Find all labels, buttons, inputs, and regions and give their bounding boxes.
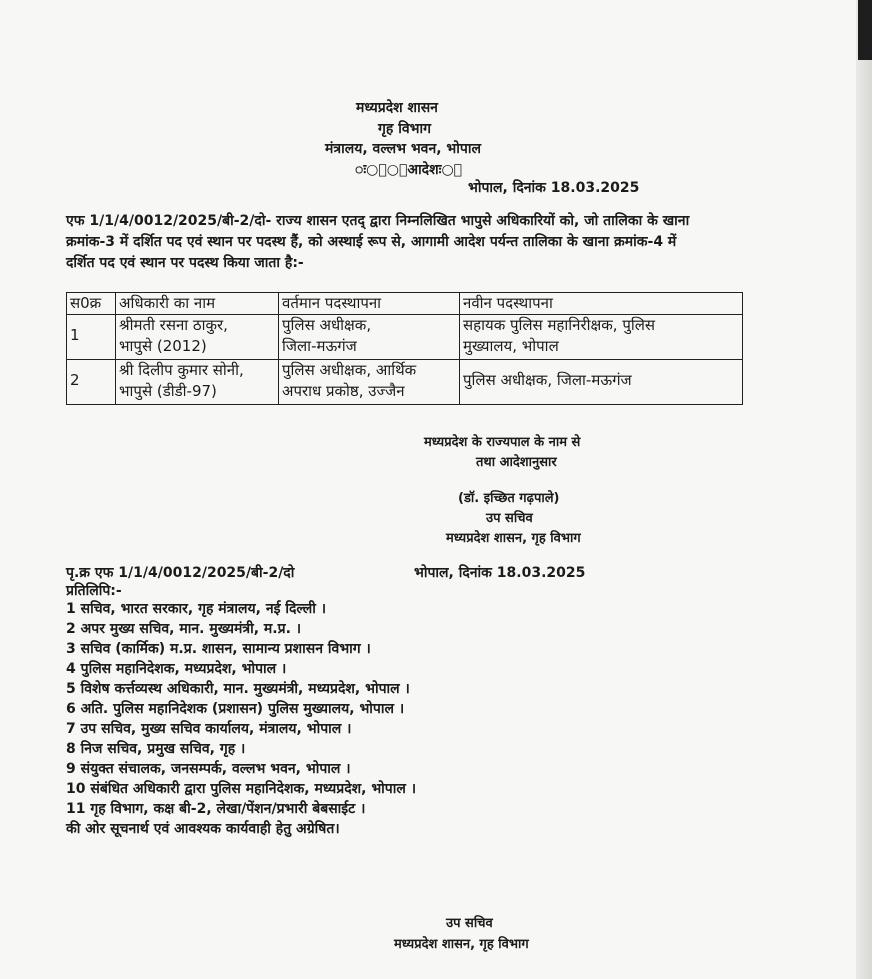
list-item: 7 उप सचिव, मुख्य सचिव कार्यालय, मंत्रालय, भोपाल । — [66, 721, 352, 737]
copy-label: प्रतिलिपि:- — [66, 583, 122, 599]
row-serial-value: 1 — [70, 326, 80, 344]
order-line-2: क्रमांक-3 में दर्शित पद एवं स्थान पर पदस्थ हैं, को अस्थाई रूप से, आगामी आदेश पर्यन्त तालिका के खाना क्रमांक-4 में — [66, 234, 677, 250]
new-posting-line: पुलिस अधीक्षक, जिला-मऊगंज — [463, 371, 632, 389]
order-title: ः○ः○ःआदेशः○ः — [355, 162, 463, 178]
list-item: 2 अपर मुख्य सचिव, मान. मुख्यमंत्री, म.प्र. । — [66, 621, 302, 637]
header-name: अधिकारी का नाम — [116, 293, 279, 315]
table-row — [67, 315, 743, 360]
row-current-posting — [279, 360, 460, 405]
table-header-row — [67, 293, 743, 315]
corner-mark — [858, 0, 872, 60]
page-edge — [856, 0, 872, 979]
row-new-posting — [460, 360, 743, 405]
order-paragraph — [66, 211, 750, 274]
header-new-posting: नवीन पदस्थापना — [460, 293, 743, 315]
current-posting-line: अपराध प्रकोष्ठ, उज्जैन — [282, 382, 405, 400]
table-row — [67, 360, 743, 405]
row-officer-name — [116, 315, 279, 360]
list-item: 1 सचिव, भारत सरकार, गृह मंत्रालय, नई दिल्ली । — [66, 601, 327, 617]
order-line-1: एफ 1/1/4/0012/2025/बी-2/दो- राज्य शासन एतद् द्वारा निम्नलिखित भापुसे अधिकारियों को, जो तालिका के खाना — [66, 213, 690, 229]
header-government: मध्यप्रदेश शासन — [356, 100, 438, 116]
row-officer-name — [116, 360, 279, 405]
officer-service-line: भापुसे (2012) — [119, 337, 207, 355]
row-serial — [67, 315, 116, 360]
new-posting-line: मुख्यालय, भोपाल — [463, 337, 559, 355]
list-item: 11 गृह विभाग, कक्ष बी-2, लेखा/पेंशन/प्रभारी बेबसाईट । — [66, 801, 366, 817]
header-serial: स0क्र — [67, 293, 116, 315]
order-line-3: दर्शित पद एवं स्थान पर पदस्थ किया जाता है:- — [66, 255, 304, 271]
signatory-designation: उप सचिव — [486, 511, 533, 526]
list-item: 9 संयुक्त संचालक, जनसम्पर्क, वल्लभ भवन, भोपाल । — [66, 761, 351, 777]
officer-service-line: भापुसे (डीडी-97) — [119, 382, 217, 400]
officer-name-line: श्रीमती रसना ठाकुर, — [119, 316, 228, 334]
endorsement-ref: पृ.क्र एफ 1/1/4/0012/2025/बी-2/दो — [66, 565, 295, 581]
new-posting-line: सहायक पुलिस महानिरीक्षक, पुलिस — [463, 316, 656, 334]
row-new-posting — [460, 315, 743, 360]
authority-line-1: मध्यप्रदेश के राज्यपाल के नाम से — [424, 435, 581, 450]
list-item: 5 विशेष कर्त्तव्यस्थ अधिकारी, मान. मुख्यमंत्री, मध्यप्रदेश, भोपाल । — [66, 681, 410, 697]
list-item: 3 सचिव (कार्मिक) म.प्र. शासन, सामान्य प्रशासन विभाग । — [66, 641, 371, 657]
row-current-posting — [279, 315, 460, 360]
list-item: 4 पुलिस महानिदेशक, मध्यप्रदेश, भोपाल । — [66, 661, 287, 677]
header-address: मंत्रालय, वल्लभ भवन, भोपाल — [325, 141, 481, 157]
list-item: 6 अति. पुलिस महानिदेशक (प्रशासन) पुलिस मुख्यालय, भोपाल । — [66, 701, 405, 717]
authority-line-2: तथा आदेशानुसार — [476, 455, 557, 470]
header-current-posting: वर्तमान पदस्थापना — [279, 293, 460, 315]
order-place-date: भोपाल, दिनांक 18.03.2025 — [468, 180, 640, 196]
posting-table — [66, 292, 743, 405]
footer-office: मध्यप्रदेश शासन, गृह विभाग — [394, 937, 529, 952]
list-item: 8 निज सचिव, प्रमुख सचिव, गृह । — [66, 741, 246, 757]
current-posting-line: पुलिस अधीक्षक, आर्थिक — [282, 361, 417, 379]
copy-closing: की ओर सूचनार्थ एवं आवश्यक कार्यवाही हेतु अग्रेषित। — [66, 821, 340, 837]
row-serial — [67, 360, 116, 405]
header-department: गृह विभाग — [378, 121, 431, 137]
row-serial-value: 2 — [70, 371, 80, 389]
copy-list — [66, 599, 546, 839]
signatory-office: मध्यप्रदेश शासन, गृह विभाग — [446, 531, 581, 546]
signatory-name: (डॉ. इच्छित गढ़पाले) — [458, 491, 560, 506]
footer-designation: उप सचिव — [446, 916, 493, 931]
list-item: 10 संबंधित अधिकारी द्वारा पुलिस महानिदेशक, मध्यप्रदेश, भोपाल । — [66, 781, 417, 797]
current-posting-line: पुलिस अधीक्षक, — [282, 316, 372, 334]
officer-name-line: श्री दिलीप कुमार सोनी, — [119, 361, 244, 379]
current-posting-line: जिला-मऊगंज — [282, 337, 357, 355]
endorsement-place-date: भोपाल, दिनांक 18.03.2025 — [414, 565, 586, 581]
